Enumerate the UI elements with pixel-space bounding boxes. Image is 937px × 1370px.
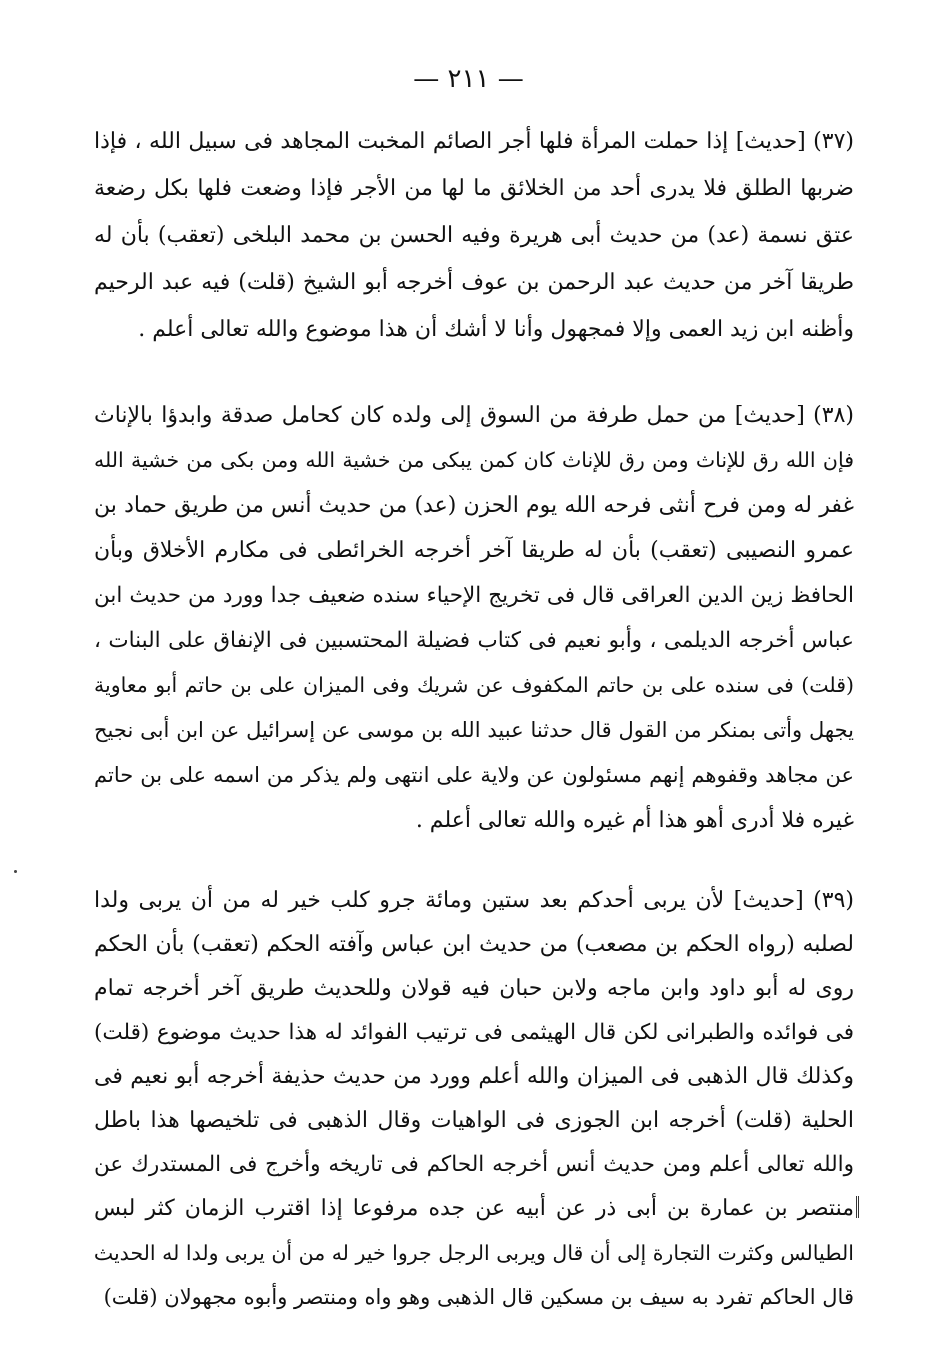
margin-mark [856,1196,869,1218]
hadith-entry-37 [94,118,854,353]
paragraph-gap [94,843,854,879]
text-line: عباس أخرجه الديلمى ، وأبو نعيم فى كتاب فضيلة المحتسبين فى الإنفاق على البنات ، [94,628,854,653]
page-number: — ٢١١ — [413,64,524,94]
text-line: غيره فلا أدرى أهو هذا أم غيره والله تعالى أعلم . [415,808,854,833]
text-line: روى له أبو داود وابن ماجه ولابن حبان فيه قولان وللحديث طريق آخر أخرجه تمام [94,976,854,1001]
text-line: ضربها الطلق فلا يدرى أحد من الخلائق ما لها من الأجر فإذا وضعت فلها بكل رضعة [94,176,854,201]
text-line: (قلت) فى سنده على بن حاتم المكفوف عن شريك وفى الميزان على بن حاتم أبو معاوية [94,673,854,697]
text-line: قال الحاكم تفرد به سيف بن مسكين قال الذهبى وهو واه ومنتصر وأبوه مجهولان (قلت) [103,1285,854,1309]
text-line: وأظنه ابن زيد العمى وإلا فمجهول وأنا لا أشك أن هذا موضوع والله تعالى أعلم . [138,317,854,342]
text-line: الطيالس وكثرت التجارة إلى أن قال ويربى الرجل جروا خير له من أن يربى ولدا له الحديث [94,1241,854,1265]
scan-speck [14,870,17,873]
text-line: الحلية (قلت) أخرجه ابن الجوزى فى الواهيات وقال الذهبى فى تلخيصها هذا باطل [94,1108,854,1133]
page-body [94,118,854,1319]
text-line: عتق نسمة (عد) من حديث أبى هريرة وفيه الحسن بن محمد البلخى (تعقب) بأن له [94,223,854,248]
text-line: وكذلك قال الذهبى فى الميزان والله أعلم وورد من حديث حذيفة أخرجه أبو نعيم فى [94,1064,854,1089]
hadith-entry-39 [94,879,854,1319]
text-line: يجهل وأتى بمنكر من القول قال حدثنا عبيد الله بن موسى عن إسرائيل عن ابن أبى نجيح [94,718,854,742]
text-line: طريقا آخر من حديث عبد الرحمن بن عوف أخرجه أبو الشيخ (قلت) فيه عبد الرحيم [94,270,854,295]
text-line: عن مجاهد وقفوهم إنهم مسئولون عن ولاية على انتهى ولم يذكر من اسمه على بن حاتم [94,763,854,787]
text-line: فإن الله رق للإناث ومن رق للإناث كان كمن يبكى من خشية الله ومن بكى من خشية الله [94,448,854,472]
text-line: (٣٨) [حديث] من حمل طرفة من السوق إلى ولده كان كحامل صدقة وابدؤا بالإناث [94,403,854,428]
text-line: غفر له ومن فرح أنثى فرحه الله يوم الحزن (عد) من حديث أنس من طريق حماد بن [94,493,854,518]
text-line: (٣٧) [حديث] إذا حملت المرأة فلها أجر الصائم المخبت المجاهد فى سبيل الله ، فإذا [94,129,854,154]
text-line: والله تعالى أعلم ومن حديث أنس أخرجه الحاكم فى تاريخه وأخرج فى المستدرك عن [94,1152,854,1177]
text-line: الحافظ زين الدين العراقى قال فى تخريج الإحياء سنده ضعيف جدا وورد من حديث ابن [94,583,854,608]
paragraph-gap [94,353,854,393]
hadith-entry-38 [94,393,854,843]
text-line: (٣٩) [حديث] لأن يربى أحدكم بعد ستين ومائة جرو كلب خير له من أن يربى ولدا [94,888,854,913]
text-line: عمرو النصيبى (تعقب) بأن له طريقا آخر أخرجه الخرائطى فى مكارم الأخلاق وبأن [94,538,854,563]
text-line: منتصر بن عمارة بن أبى ذر عن أبيه عن جده مرفوعا إذا اقترب الزمان كثر لبس [94,1196,854,1221]
text-line: لصلبه (رواه الحكم بن مصعب) من حديث ابن عباس وآفته الحكم (تعقب) بأن الحكم [94,932,854,957]
text-line: فى فوائده والطبرانى لكن قال الهيثمى فى ترتيب الفوائد له هذا حديث موضوع (قلت) [94,1020,854,1045]
